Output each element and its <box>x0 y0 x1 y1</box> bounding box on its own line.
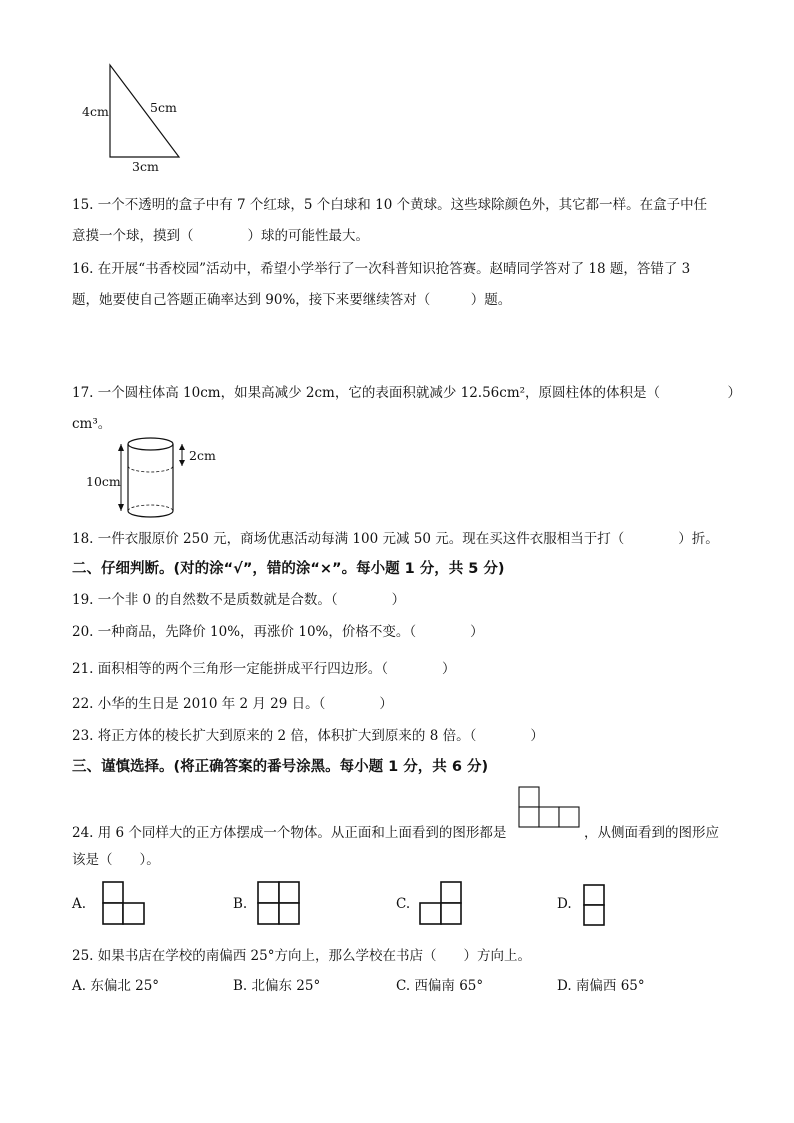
question-18: 18. 一件衣服原价 250 元，商场优惠活动每满 100 元减 50 元。现在买这件衣服相当于打（ ）折。 <box>72 531 719 547</box>
option-b-label[interactable]: B. <box>233 896 248 912</box>
cylinder-label-cut: 2cm <box>189 448 216 463</box>
question-22: 22. 小华的生日是 2010 年 2 月 29 日。（ ） <box>72 696 393 712</box>
triangle-label-hypotenuse: 5cm <box>150 100 177 115</box>
question-15-line-1: 15. 一个不透明的盒子中有 7 个红球，5 个白球和 10 个黄球。这些球除颜色外，其它都一样。在盒子中任 <box>72 197 708 213</box>
option-d-figure[interactable] <box>0 0 1 1</box>
question-15-line-2: 意摸一个球，摸到（ ）球的可能性最大。 <box>72 228 369 244</box>
question-25-line-1: 25. 如果书店在学校的南偏西 25°方向上，那么学校在书店（ ）方向上。 <box>72 948 531 964</box>
question-24-line-2: 该是（ ）。 <box>72 852 160 868</box>
triangle-label-left: 4cm <box>82 104 109 119</box>
question-19: 19. 一个非 0 的自然数不是质数就是合数。（ ） <box>72 592 406 608</box>
question-23: 23. 将正方体的棱长扩大到原来的 2 倍，体积扩大到原来的 8 倍。（ ） <box>72 728 544 744</box>
question-24-line-1a: 24. 用 6 个同样大的正方体摆成一个物体。从正面和上面看到的图形都是 <box>72 825 507 841</box>
option-c-label[interactable]: C. <box>396 896 411 912</box>
question-17-line-1: 17. 一个圆柱体高 10cm，如果高减少 2cm，它的表面积就减少 12.56cm²，原圆柱体的体积是（ ） <box>72 385 742 401</box>
question-24-line-1b: ，从侧面看到的图形应 <box>584 825 719 841</box>
option-b[interactable]: B. 北偏东 25° <box>233 978 321 994</box>
option-c[interactable]: C. 西偏南 65° <box>396 978 484 994</box>
question-20: 20. 一种商品，先降价 10%，再涨价 10%，价格不变。（ ） <box>72 624 484 640</box>
cylinder-label-height: 10cm <box>86 474 121 489</box>
question-21: 21. 面积相等的两个三角形一定能拼成平行四边形。（ ） <box>72 661 456 677</box>
option-a-label[interactable]: A. <box>72 896 87 912</box>
option-a[interactable]: A. 东偏北 25° <box>72 978 160 994</box>
question-16-line-2: 题，她要使自己答题正确率达到 90%，接下来要继续答对（ ）题。 <box>72 292 512 308</box>
section-3-heading: 三、谨慎选择。(将正确答案的番号涂黑。每小题 1 分，共 6 分) <box>72 759 489 775</box>
triangle-label-base: 3cm <box>132 159 159 174</box>
question-16-line-1: 16. 在开展“书香校园”活动中，希望小学举行了一次科普知识抢答赛。赵晴同学答对了 18 题，答错了 3 <box>72 261 691 277</box>
section-2-heading: 二、仔细判断。(对的涂“√”，错的涂“×”。每小题 1 分，共 5 分) <box>72 561 505 577</box>
question-17-line-2: cm³。 <box>72 416 112 432</box>
option-d[interactable]: D. 南偏西 65° <box>557 978 645 994</box>
option-d-label[interactable]: D. <box>557 896 572 912</box>
